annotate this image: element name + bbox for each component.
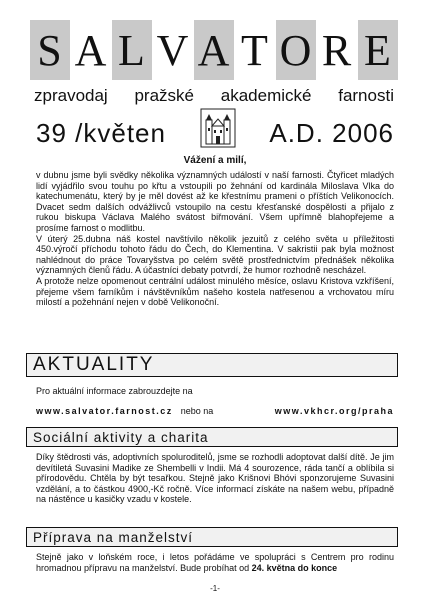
masthead-letter: A: [71, 20, 111, 80]
page-number: -1-: [210, 584, 220, 593]
church-icon: [200, 108, 236, 148]
masthead: [30, 20, 400, 80]
intro-text: [36, 170, 394, 308]
aktuality-links: [36, 404, 394, 418]
salvator-link[interactable]: www.salvator.farnost.cz: [36, 406, 173, 416]
section-text-marriage-start: Stejně jako v loňském roce, i letos pořádáme ve spolupráci s Centrem pro rodinu hromadnou přípravu na manželství. Bude probíhat od: [36, 552, 394, 573]
intro-paragraph: v dubnu jsme byli svědky několika významných událostí v naší farnosti. Čtyřicet mladých lidí vyjádřilo svou touhu po křtu a vstoupili po žehnání od kardinála Miloslava Vlka do katechumenátu, který by je měl dovést až ke křestnímu prameni o příštích Velikonocích. Dvacet sedm dalších odvážlivců vstoupilo na cestu křesťanské dospělosti a přijalo z rukou biskupa Václava Malého svátost biřmování. Všem upřímně blahopřejeme a prosíme farnost o modlitbu.: [36, 170, 394, 233]
subtitle-word: farnosti: [338, 86, 394, 105]
subtitle-word: zpravodaj: [34, 86, 108, 105]
masthead-letter: L: [112, 20, 152, 80]
subtitle: [34, 85, 394, 107]
masthead-letter: S: [30, 20, 70, 80]
nebo-text: nebo na: [180, 406, 214, 416]
aktuality-info: Pro aktuální informace zabrouzdejte na: [36, 386, 193, 396]
intro-paragraph: A protože nelze opomenout centrální událost minulého měsíce, oslavu Kristova vzkříšení, přejeme všem farníkům i návštěvníkům našeho kostela natřesenou a vrchovatou míru milostí a požehnání nejen v době Velikonoční.: [36, 275, 394, 308]
section-text-social: Díky štědrosti vás, adoptivních spoluroditelů, jsme se rozhodli adoptovat další dítě. Je jim devítiletá Suvasini Madike ze Shembelli v Indii. Má 4 sourozence, ráda tančí a oblíbila si přírodovědu. Chtěla by být tesařkou. Stejně jako Krišnovi Bhóvi sponzorujeme Suvasini vzdělání, a to částkou 4900,-Kč ročně. Více informací získáte na našem webu, případně na nástěnce u kasičky vzadu v kostele.: [36, 452, 394, 505]
vkhcr-link[interactable]: www.vkhcr.org/praha: [274, 406, 394, 416]
section-heading-social: Sociální aktivity a charita: [26, 427, 398, 447]
aktuality-heading: AKTUALITY: [26, 353, 398, 377]
masthead-letter: E: [358, 20, 398, 80]
section-heading-marriage: Příprava na manželství: [26, 527, 398, 547]
subtitle-word: akademické: [220, 86, 312, 105]
issue-number: 39 /květen: [36, 118, 166, 148]
masthead-letter: R: [317, 20, 357, 80]
masthead-letter: A: [194, 20, 234, 80]
masthead-letter: T: [235, 20, 275, 80]
section-text-marriage: [36, 552, 394, 573]
section-text-marriage-date: 24. května do konce: [251, 562, 338, 573]
masthead-letter: V: [153, 20, 193, 80]
issue-year: A.D. 2006: [269, 118, 394, 148]
subtitle-word: pražské: [134, 86, 194, 105]
intro-paragraph: V úterý 25.dubna náš kostel navštívilo několik jezuitů z celého světa u příležitosti 450.výročí příchodu tohoto řádu do Čech, do Klementina. V sakristii pak byla možnost nahlédnout do práce Tovaryšstva po celém světě prostřednictvím přednášek několika významných členů řádu. A účastníci debaty potvrdí, že humor rozhodně nescházel.: [36, 233, 394, 276]
masthead-letter: O: [276, 20, 316, 80]
greeting: Vážení a milí,: [183, 155, 247, 166]
